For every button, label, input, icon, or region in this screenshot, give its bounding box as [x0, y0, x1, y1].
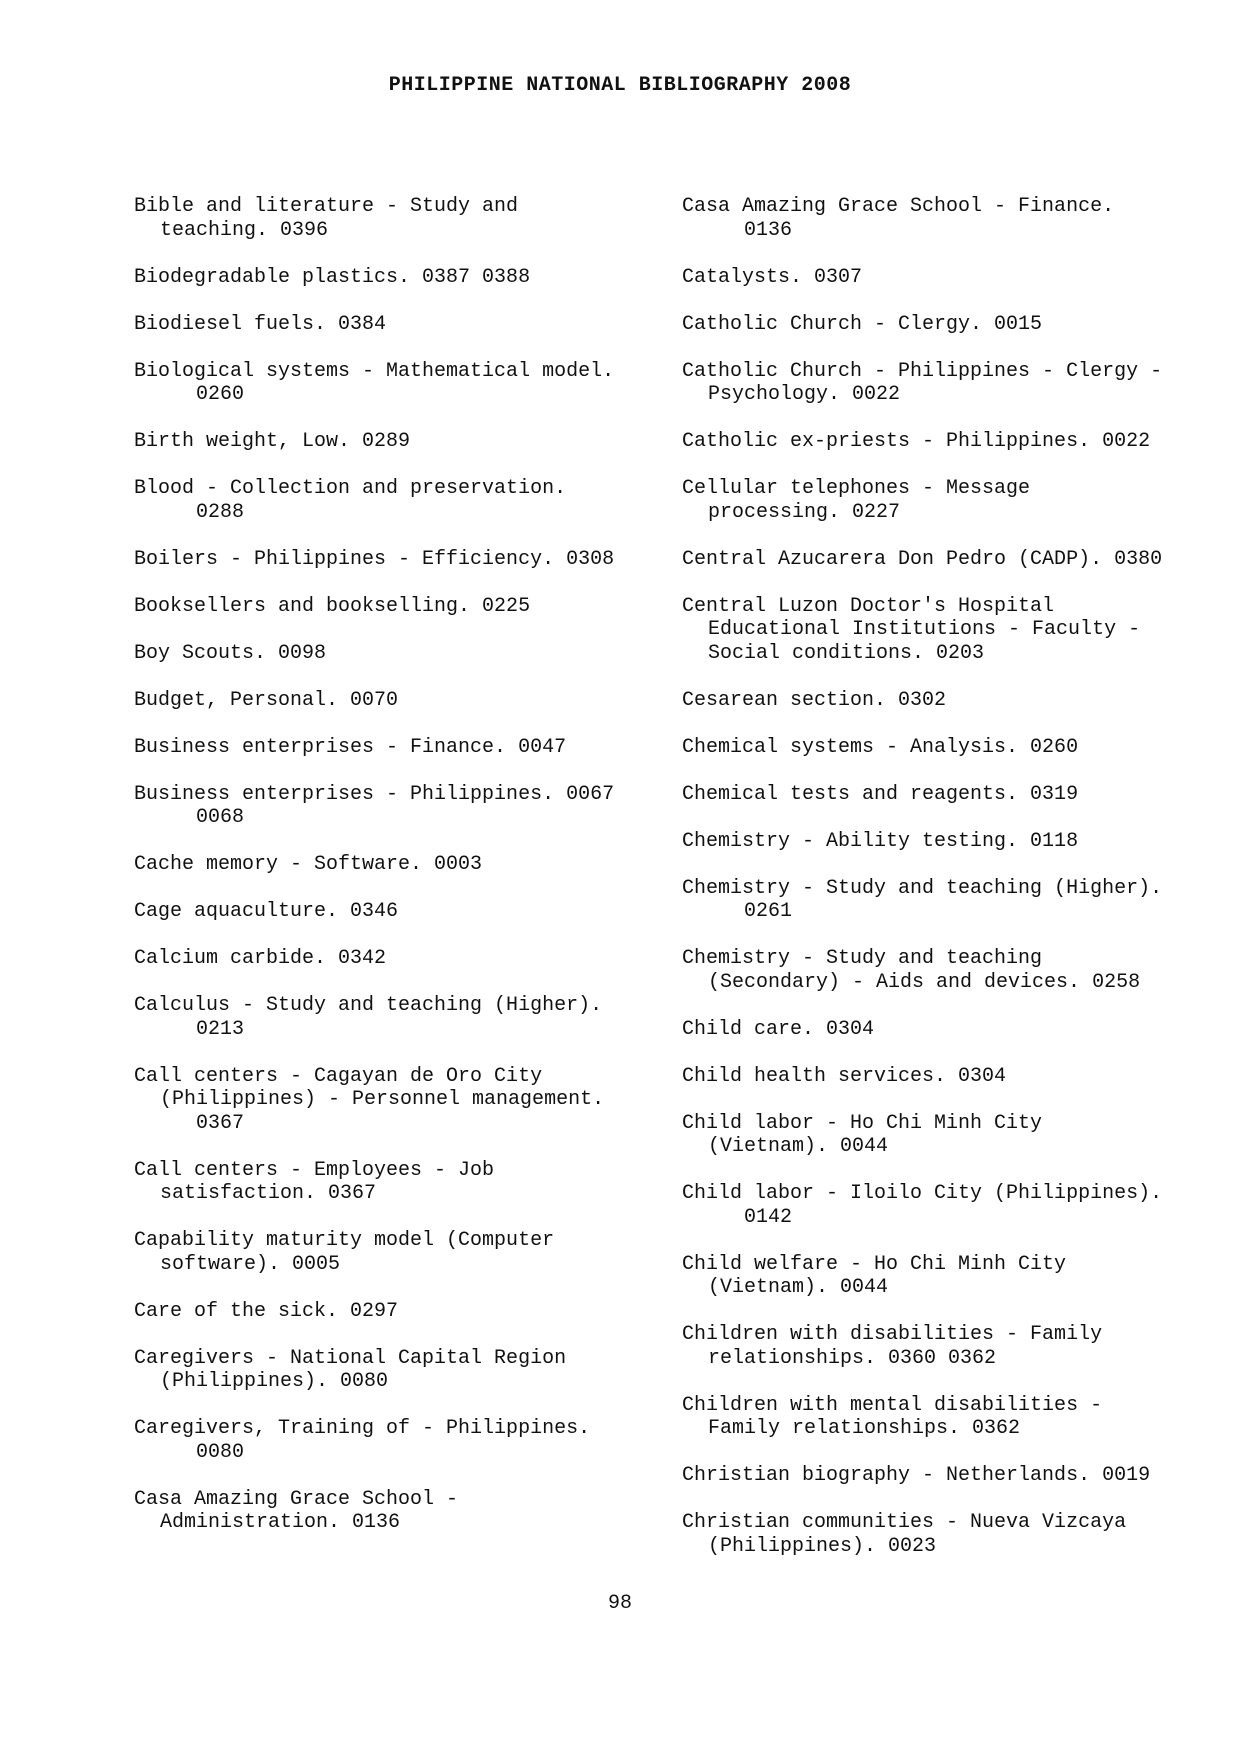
- index-entry-heading: Central Luzon Doctor's Hospital: [682, 594, 1055, 618]
- index-entry-heading: Child labor - Iloilo City (Philippines).: [682, 1182, 1163, 1205]
- index-entry-heading: Christian communities - Nueva Vizcaya: [682, 1511, 1127, 1534]
- index-entry-heading: Business enterprises - Philippines. 0067: [134, 782, 615, 806]
- index-entry: [134, 994, 654, 1041]
- index-entry: [134, 947, 654, 971]
- index-entry: [682, 1065, 1202, 1089]
- index-entry-heading: Cesarean section. 0302: [682, 688, 947, 712]
- index-entry: [134, 477, 654, 524]
- index-entry-continuation: (Philippines). 0023: [708, 1534, 937, 1558]
- index-entry: [134, 1229, 654, 1276]
- index-entry: [682, 195, 1202, 242]
- index-entry-heading: Calcium carbide. 0342: [134, 947, 387, 970]
- index-entry-heading: Business enterprises - Finance. 0047: [134, 735, 567, 759]
- index-entry-heading: Chemistry - Study and teaching: [682, 947, 1043, 970]
- index-entry-heading: Cellular telephones - Message: [682, 477, 1031, 500]
- index-entry: [682, 1018, 1202, 1042]
- index-entry-continuation: Social conditions. 0203: [708, 641, 985, 665]
- index-entry-heading: Boy Scouts. 0098: [134, 641, 327, 665]
- index-entry-heading: Caregivers, Training of - Philippines.: [134, 1417, 591, 1440]
- index-entry: [134, 195, 654, 242]
- index-entry: [682, 360, 1202, 407]
- index-entry-heading: Children with disabilities - Family: [682, 1323, 1103, 1346]
- index-entry: [134, 266, 654, 290]
- index-entry: [682, 313, 1202, 337]
- index-entry: [134, 313, 654, 337]
- index-entry: [134, 1300, 654, 1324]
- index-entry: [682, 689, 1202, 713]
- index-entry-heading: Calculus - Study and teaching (Higher).: [134, 994, 603, 1017]
- index-entry-continuation: 0080: [196, 1440, 245, 1464]
- index-entry-continuation: 0288: [196, 500, 245, 524]
- index-entry-heading: Cache memory - Software. 0003: [134, 853, 483, 876]
- index-entry: [134, 595, 654, 619]
- index-entry-continuation: teaching. 0396: [160, 218, 329, 242]
- index-entry: [134, 689, 654, 713]
- index-entry-heading: Chemical systems - Analysis. 0260: [682, 735, 1079, 759]
- index-entry-heading: Bible and literature - Study and: [134, 195, 519, 218]
- index-entry: [682, 736, 1202, 760]
- index-entry: [682, 1511, 1202, 1558]
- index-entry: [682, 1182, 1202, 1229]
- index-entry-heading: Christian biography - Netherlands. 0019: [682, 1464, 1151, 1487]
- index-entry: [134, 853, 654, 877]
- index-column-right: [682, 195, 1202, 1582]
- index-entry-continuation: 0213: [196, 1017, 245, 1041]
- index-entry: [134, 1065, 654, 1136]
- index-entry: [134, 736, 654, 760]
- index-entry: [134, 430, 654, 454]
- index-entry-continuation: 0068: [196, 806, 245, 829]
- index-entry-heading: Casa Amazing Grace School -: [134, 1487, 459, 1511]
- index-entry: [682, 1323, 1202, 1370]
- index-entry-heading: Biodiesel fuels. 0384: [134, 312, 387, 336]
- index-entry: [134, 360, 654, 407]
- index-entry-continuation: Family relationships. 0362: [708, 1417, 1021, 1440]
- index-entry-continuation: (Philippines) - Personnel management.: [160, 1088, 605, 1111]
- index-entry-continuation: (Secondary) - Aids and devices. 0258: [708, 970, 1141, 994]
- index-entry: [134, 900, 654, 924]
- index-entry: [682, 266, 1202, 290]
- index-entry-continuation: Educational Institutions - Faculty -: [708, 618, 1141, 641]
- index-entry: [134, 1159, 654, 1206]
- index-entry-heading: Care of the sick. 0297: [134, 1299, 399, 1323]
- index-entry-heading: Chemistry - Ability testing. 0118: [682, 829, 1079, 853]
- index-entry: [134, 548, 654, 572]
- index-entry-continuation: relationships. 0360 0362: [708, 1346, 997, 1370]
- index-entry-heading: Call centers - Employees - Job: [134, 1158, 495, 1182]
- index-entry-heading: Catalysts. 0307: [682, 265, 863, 289]
- index-entry-continuation: software). 0005: [160, 1252, 341, 1276]
- index-entry: [682, 1253, 1202, 1300]
- index-entry: [682, 548, 1202, 572]
- index-entry: [134, 1347, 654, 1394]
- index-entry: [682, 595, 1202, 666]
- index-entry-heading: Budget, Personal. 0070: [134, 688, 399, 712]
- index-entry-continuation: 0367: [196, 1111, 245, 1135]
- index-entry-heading: Catholic Church - Clergy. 0015: [682, 312, 1043, 336]
- index-entry: [134, 642, 654, 666]
- index-entry: [134, 1417, 654, 1464]
- index-entry: [682, 830, 1202, 854]
- index-entry-continuation: Psychology. 0022: [708, 383, 901, 406]
- index-entry-heading: Birth weight, Low. 0289: [134, 430, 411, 453]
- index-entry-heading: Biological systems - Mathematical model.: [134, 359, 615, 383]
- index-entry-heading: Child health services. 0304: [682, 1064, 1007, 1088]
- index-entry-heading: Central Azucarera Don Pedro (CADP). 0380: [682, 547, 1163, 571]
- index-entry: [682, 1464, 1202, 1488]
- index-entry-continuation: 0142: [744, 1205, 793, 1229]
- index-entry-continuation: processing. 0227: [708, 500, 901, 524]
- page-number: 98: [607, 1592, 632, 1615]
- index-entry-heading: Catholic ex-priests - Philippines. 0022: [682, 430, 1151, 453]
- index-entry-heading: Cage aquaculture. 0346: [134, 900, 399, 923]
- index-entry-continuation: satisfaction. 0367: [160, 1182, 377, 1205]
- index-entry-heading: Child labor - Ho Chi Minh City: [682, 1111, 1043, 1135]
- index-entry: [682, 477, 1202, 524]
- index-entry-continuation: (Philippines). 0080: [160, 1370, 389, 1393]
- index-entry: [682, 1394, 1202, 1441]
- index-entry: [682, 947, 1202, 994]
- index-entry: [682, 877, 1202, 924]
- index-entry-heading: Children with mental disabilities -: [682, 1393, 1103, 1417]
- index-entry: [682, 430, 1202, 454]
- index-entry-continuation: Administration. 0136: [160, 1511, 401, 1534]
- index-entry-heading: Child welfare - Ho Chi Minh City: [682, 1252, 1067, 1276]
- page-title: PHILIPPINE NATIONAL BIBLIOGRAPHY 2008: [388, 74, 852, 97]
- index-entry-heading: Biodegradable plastics. 0387 0388: [134, 265, 531, 289]
- index-entry-continuation: 0136: [744, 218, 793, 242]
- index-entry-heading: Catholic Church - Philippines - Clergy -: [682, 359, 1163, 383]
- index-entry-heading: Capability maturity model (Computer: [134, 1229, 555, 1252]
- index-entry: [682, 783, 1202, 807]
- index-entry-continuation: (Vietnam). 0044: [708, 1276, 889, 1299]
- index-entry-continuation: (Vietnam). 0044: [708, 1135, 889, 1158]
- index-entry-heading: Chemistry - Study and teaching (Higher).: [682, 876, 1163, 900]
- index-entry-heading: Caregivers - National Capital Region: [134, 1346, 567, 1370]
- index-entry: [682, 1112, 1202, 1159]
- index-entry-heading: Blood - Collection and preservation.: [134, 477, 567, 500]
- index-entry-heading: Casa Amazing Grace School - Finance.: [682, 195, 1115, 218]
- index-entry-continuation: 0260: [196, 383, 245, 406]
- index-entry: [134, 783, 654, 830]
- index-entry-heading: Boilers - Philippines - Efficiency. 0308: [134, 547, 615, 571]
- index-entry: [134, 1488, 654, 1535]
- index-entry-heading: Chemical tests and reagents. 0319: [682, 782, 1079, 806]
- index-column-left: [134, 195, 654, 1558]
- index-entry-continuation: 0261: [744, 900, 793, 923]
- index-entry-heading: Booksellers and bookselling. 0225: [134, 594, 531, 618]
- index-entry-heading: Child care. 0304: [682, 1017, 875, 1041]
- index-entry-heading: Call centers - Cagayan de Oro City: [134, 1064, 543, 1088]
